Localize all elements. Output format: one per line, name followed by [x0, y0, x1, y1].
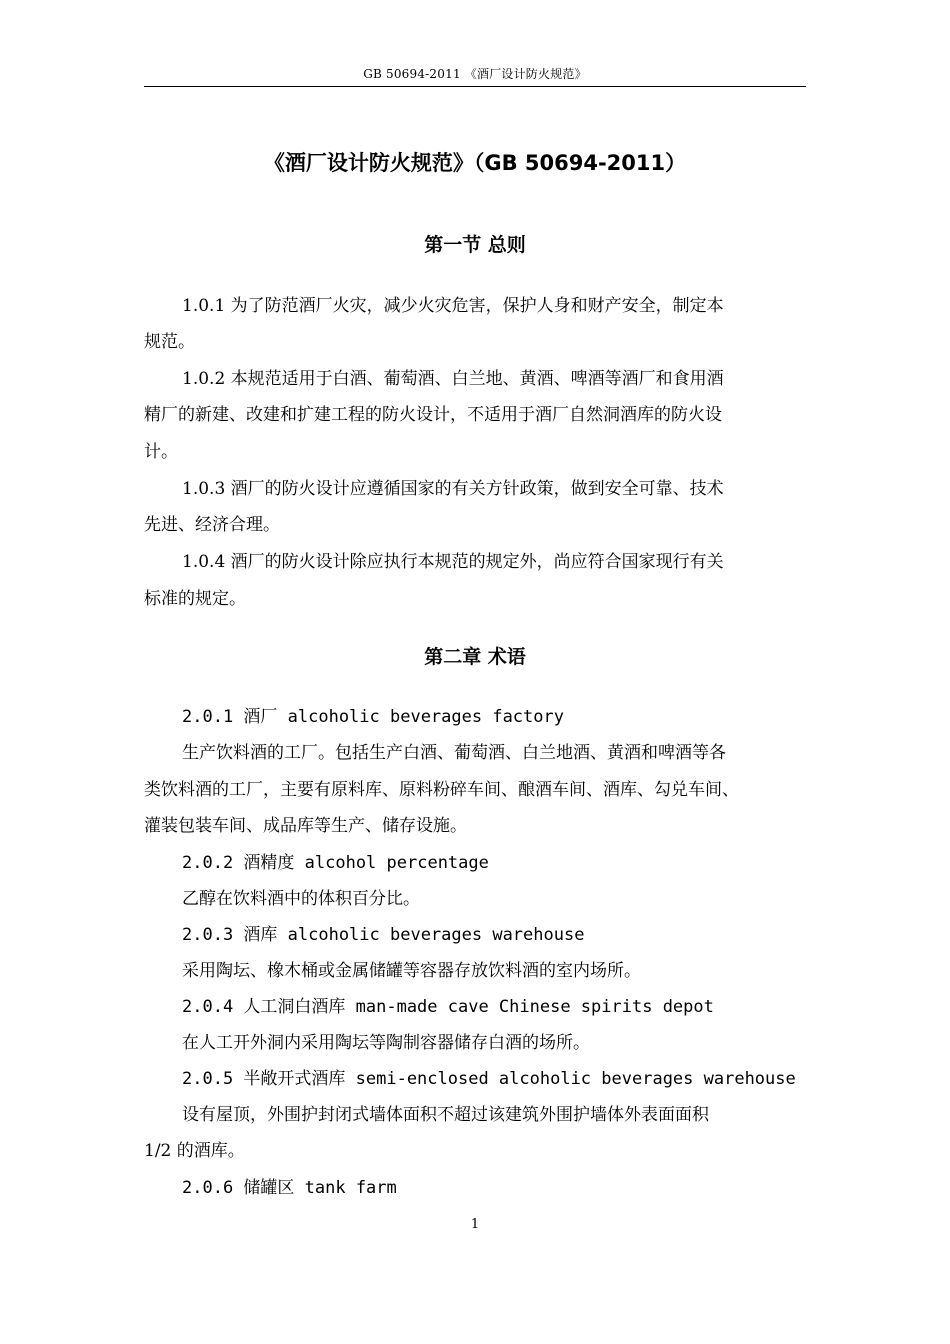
term-entry: 2.0.3 酒库 alcoholic beverages warehouse: [182, 925, 585, 945]
term-entry: 2.0.4 人工洞白酒库 man-made cave Chinese spirits depot: [182, 997, 714, 1017]
paragraph-line: 规范。: [144, 332, 195, 352]
paragraph-line: 1.0.2 本规范适用于白酒、葡萄酒、白兰地、黄酒、啤酒等酒厂和食用酒: [182, 369, 724, 389]
paragraph-line: 精厂的新建、改建和扩建工程的防火设计，不适用于酒厂自然洞酒库的防火设: [144, 405, 722, 425]
section-heading-general: 第一节 总则: [424, 234, 526, 256]
paragraph-line: 生产饮料酒的工厂。包括生产白酒、葡萄酒、白兰地酒、黄酒和啤酒等各: [182, 743, 726, 763]
page-number: 1: [470, 1217, 480, 1232]
paragraph-line: 类饮料酒的工厂，主要有原料库、原料粉碎车间、酿酒车间、酒库、勾兑车间、: [144, 780, 739, 800]
paragraph-line: 1.0.4 酒厂的防火设计除应执行本规范的规定外，尚应符合国家现行有关: [182, 552, 724, 572]
paragraph-line: 先进、经济合理。: [144, 515, 280, 535]
term-entry: 2.0.2 酒精度 alcohol percentage: [182, 853, 489, 873]
paragraph-line: 1/2 的酒库。: [144, 1141, 245, 1161]
paragraph-line: 计。: [144, 442, 178, 462]
paragraph-line: 在人工开外洞内采用陶坛等陶制容器储存白酒的场所。: [182, 1033, 590, 1053]
paragraph-line: 标准的规定。: [144, 589, 246, 609]
term-entry: 2.0.6 储罐区 tank farm: [182, 1178, 397, 1198]
paragraph-line: 1.0.3 酒厂的防火设计应遵循国家的有关方针政策，做到安全可靠、技术: [182, 479, 724, 499]
paragraph-line: 1.0.1 为了防范酒厂火灾，减少火灾危害，保护人身和财产安全，制定本: [182, 296, 724, 316]
paragraph-line: 设有屋顶，外围护封闭式墙体面积不超过该建筑外围护墙体外表面面积: [182, 1105, 709, 1125]
paragraph-line: 灌装包装车间、成品库等生产、储存设施。: [144, 816, 467, 836]
running-header: GB 50694-2011 《酒厂设计防火规范》: [363, 67, 587, 81]
term-entry: 2.0.5 半敞开式酒库 semi-enclosed alcoholic beverages warehouse: [182, 1069, 796, 1089]
section-heading-terms: 第二章 术语: [424, 646, 526, 668]
header-rule: [144, 86, 806, 87]
paragraph-line: 采用陶坛、橡木桶或金属储罐等容器存放饮料酒的室内场所。: [182, 961, 641, 981]
document-title: 《酒厂设计防火规范》（GB 50694-2011）: [263, 151, 687, 175]
term-entry: 2.0.1 酒厂 alcoholic beverages factory: [182, 707, 564, 727]
paragraph-line: 乙醇在饮料酒中的体积百分比。: [182, 889, 420, 909]
